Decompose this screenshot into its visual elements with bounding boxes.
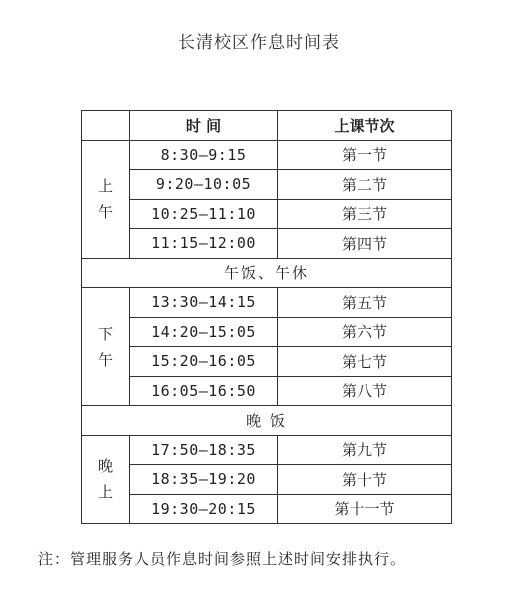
class-cell: 第五节 [278,288,452,318]
footnote: 注：管理服务人员作息时间参照上述时间安排执行。 [38,550,407,568]
schedule-table [81,110,452,524]
time-cell: 19:30—20:15 [130,494,278,524]
time-cell: 8:30—9:15 [130,140,278,170]
class-cell: 第七节 [278,347,452,377]
table-row [82,199,452,229]
table-row [82,317,452,347]
table-row [82,494,452,524]
corner-cell [82,111,130,141]
class-cell: 第九节 [278,435,452,465]
class-cell: 第十一节 [278,494,452,524]
table-row [82,376,452,406]
time-cell: 10:25—11:10 [130,199,278,229]
table-row [82,229,452,259]
class-header: 上课节次 [278,111,452,141]
period-morning [82,140,130,258]
header-row [82,111,452,141]
class-cell: 第六节 [278,317,452,347]
time-header: 时 间 [130,111,278,141]
table-row [82,465,452,495]
period-label: 午 [97,203,113,221]
table-row [82,140,452,170]
time-cell: 9:20—10:05 [130,170,278,200]
class-cell: 第一节 [278,140,452,170]
table-row [82,347,452,377]
time-cell: 15:20—16:05 [130,347,278,377]
period-afternoon [82,288,130,406]
time-cell: 17:50—18:35 [130,435,278,465]
period-label: 上 [97,177,113,195]
table-row [82,435,452,465]
period-label: 上 [97,483,113,502]
time-cell: 16:05—16:50 [130,376,278,406]
period-label: 下 [97,324,113,343]
time-cell: 11:15—12:00 [130,229,278,259]
time-cell: 18:35—19:20 [130,465,278,495]
class-cell: 第三节 [278,199,452,229]
table-row [82,288,452,318]
class-cell: 第二节 [278,170,452,200]
period-label: 午 [97,350,113,369]
dinner-break-cell: 晚 饭 [82,406,452,436]
break-row [82,258,452,288]
class-cell: 第四节 [278,229,452,259]
break-row [82,406,452,436]
noon-break-cell: 午饭、午休 [82,258,452,288]
class-cell: 第八节 [278,376,452,406]
period-label: 晚 [97,457,113,476]
class-cell: 第十节 [278,465,452,495]
page-title: 长清校区作息时间表 [178,33,340,53]
time-cell: 13:30—14:15 [130,288,278,318]
table-row [82,170,452,200]
period-evening [82,435,130,524]
time-cell: 14:20—15:05 [130,317,278,347]
